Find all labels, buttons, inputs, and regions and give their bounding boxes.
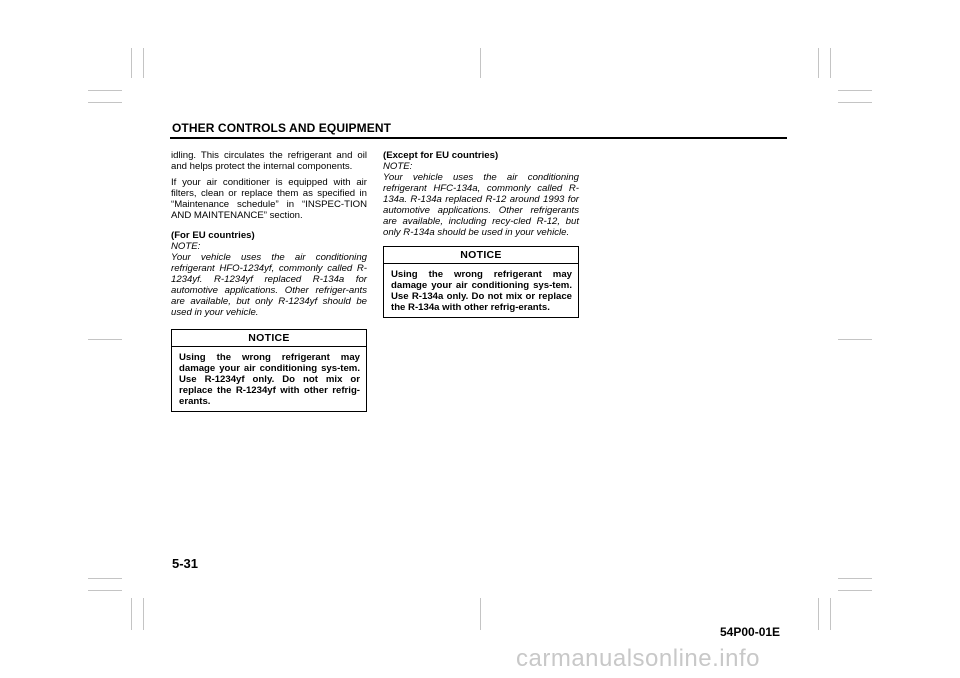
crop-mark [143,48,144,78]
crop-mark [480,48,481,78]
note-label: NOTE: [383,161,413,172]
notice-box [171,329,367,412]
crop-mark [838,339,872,340]
crop-mark [838,590,872,591]
crop-mark [88,102,122,103]
notice-title: NOTICE [384,247,578,264]
crop-mark [88,339,122,340]
notice-text: Using the wrong refrigerant may damage your air conditioning sys-tem. Use R-134a only. Do not mix or replace the R-134a with other refrig-erants. [391,269,572,313]
crop-mark [838,90,872,91]
subheading-eu: (For EU countries) [171,230,255,241]
crop-mark [131,598,132,630]
note-body: Your vehicle uses the air conditioning refrigerant HFC-134a, commonly called R-134a. R-134a replaced R-12 around 1993 for automotive applications. Other refrigerants are available, including recy-cled R-12, but only R-134a should be used in your vehicle. [383,172,579,238]
crop-mark [131,48,132,78]
section-title: OTHER CONTROLS AND EQUIPMENT [172,121,392,135]
crop-mark [830,48,831,78]
crop-mark [830,598,831,630]
crop-mark [143,598,144,630]
crop-mark [88,590,122,591]
notice-title: NOTICE [172,330,366,347]
note-label: NOTE: [171,241,201,252]
watermark: carmanualsonline.info [516,645,760,672]
page-number: 5-31 [172,556,199,571]
right-column [383,150,579,318]
crop-mark [818,48,819,78]
crop-mark [838,102,872,103]
crop-mark [88,578,122,579]
crop-mark [838,578,872,579]
notice-text: Using the wrong refrigerant may damage your air conditioning sys-tem. Use R-1234yf only. Do not mix or replace the R-1234yf with other refrig-erants. [179,352,360,407]
notice-box [383,246,579,318]
left-column [171,150,367,412]
crop-mark [88,90,122,91]
subheading-non-eu: (Except for EU countries) [383,150,499,161]
crop-mark [480,598,481,630]
paragraph: idling. This circulates the refrigerant and oil and helps protect the internal components. [171,150,367,172]
document-code: 54P00-01E [720,625,781,639]
crop-mark [818,598,819,630]
header-rule [170,137,787,139]
note-body: Your vehicle uses the air conditioning refrigerant HFO-1234yf, commonly called R-1234yf. R-1234yf replaced R-134a for automotive applications. Other refriger-ants are available, but only R-1234yf should be used in your vehicle. [171,252,367,318]
paragraph: If your air conditioner is equipped with air filters, clean or replace them as specified in “Maintenance schedule” in “INSPEC-TION AND MAINTENANCE” section. [171,177,367,221]
